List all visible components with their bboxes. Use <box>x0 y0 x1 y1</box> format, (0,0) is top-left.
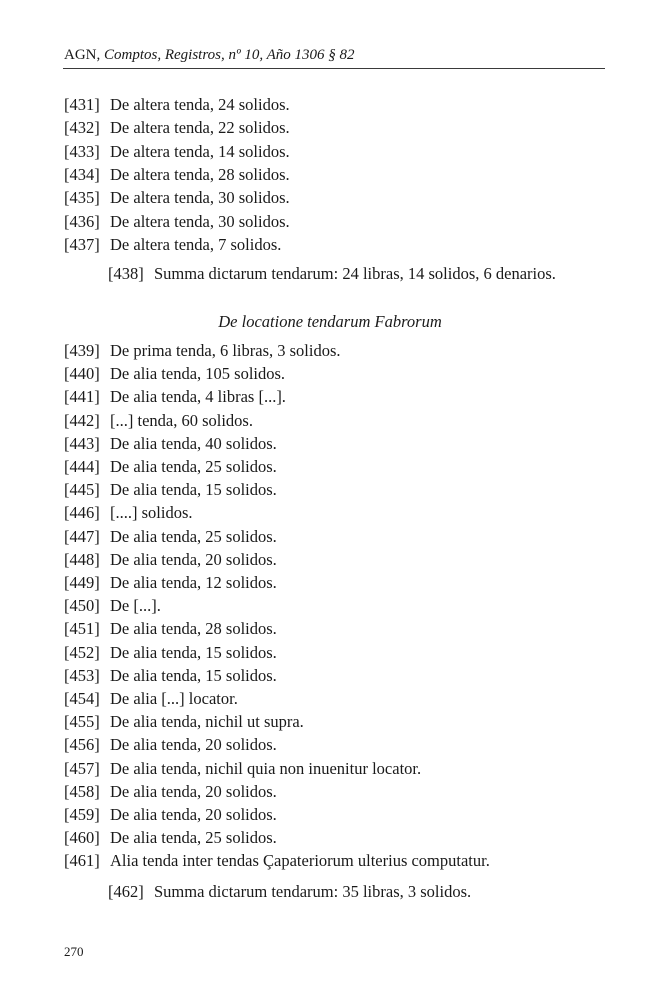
entry-line <box>64 527 277 547</box>
entry-text: De alia tenda, 28 solidos. <box>110 619 277 639</box>
entry-line <box>64 364 285 384</box>
entry-text: [....] solidos. <box>110 503 193 523</box>
entry-line <box>64 434 277 454</box>
entry-line <box>64 118 290 138</box>
entry-text: De alia tenda, 25 solidos. <box>110 526 277 546</box>
entry-text: [...] tenda, 60 solidos. <box>110 410 253 430</box>
entry-line <box>64 235 281 255</box>
entry-text: De altera tenda, 22 solidos. <box>110 118 290 138</box>
entry-line <box>64 828 277 848</box>
entry-number: [439] <box>64 341 100 360</box>
entry-line <box>64 387 286 407</box>
entry-number: [441] <box>64 387 100 407</box>
entry-line <box>64 643 277 663</box>
entry-number: [438] <box>108 264 144 283</box>
entry-number: [447] <box>64 526 100 546</box>
section-heading: De locatione tendarum Fabrorum <box>218 312 442 331</box>
summa-line-1 <box>108 264 556 284</box>
entry-text: De alia tenda, 12 solidos. <box>110 573 277 592</box>
entry-number: [440] <box>64 364 100 384</box>
entry-line <box>64 341 341 361</box>
entry-number: [449] <box>64 573 100 592</box>
entry-text: De alia tenda, 15 solidos. <box>110 665 277 685</box>
entry-text: De altera tenda, 30 solidos. <box>110 211 290 231</box>
entry-line <box>64 411 253 431</box>
entry-line <box>64 689 238 709</box>
entry-line <box>64 142 290 162</box>
entry-number: [436] <box>64 211 100 231</box>
header-series: Comptos, Registros, nº 10, Año 1306 § 82 <box>104 47 355 63</box>
entry-number: [435] <box>64 188 100 208</box>
entry-text: De alia tenda, 20 solidos. <box>110 549 277 569</box>
entry-number: [431] <box>64 95 100 114</box>
entry-line <box>64 480 277 500</box>
entry-number: [432] <box>64 118 100 138</box>
entry-number: [453] <box>64 665 100 685</box>
entry-number: [452] <box>64 642 100 662</box>
entry-line <box>64 188 290 208</box>
entry-line <box>64 712 304 732</box>
entry-number: [462] <box>108 882 144 901</box>
entry-text: De altera tenda, 28 solidos. <box>110 164 290 184</box>
entry-number: [455] <box>64 712 100 732</box>
entry-line <box>64 666 277 686</box>
entry-text: De altera tenda, 7 solidos. <box>110 234 282 254</box>
entry-number: [459] <box>64 805 100 824</box>
entry-number: [442] <box>64 410 100 430</box>
entry-text: De alia [...] locator. <box>110 689 238 708</box>
entry-text: De alia tenda, 105 solidos. <box>110 364 286 384</box>
entry-text: De prima tenda, 6 libras, 3 solidos. <box>110 341 341 360</box>
entry-line <box>64 95 290 115</box>
entry-number: [457] <box>64 758 100 778</box>
entry-number: [437] <box>64 234 100 254</box>
entry-text: Summa dictarum tendarum: 35 libras, 3 solidos. <box>154 882 472 901</box>
entry-number: [444] <box>64 457 100 476</box>
entry-number: [461] <box>64 851 100 871</box>
entry-line <box>64 596 161 616</box>
entry-text: De alia tenda, 4 libras [...]. <box>110 387 286 407</box>
entry-text: De altera tenda, 14 solidos. <box>110 141 290 161</box>
entry-text: De alia tenda, nichil quia non inuenitur locator. <box>110 758 422 778</box>
entry-number: [433] <box>64 141 100 161</box>
entry-text: De altera tenda, 30 solidos. <box>110 188 290 208</box>
entry-line <box>64 735 277 755</box>
entry-number: [460] <box>64 828 100 848</box>
entry-line <box>64 503 193 523</box>
entry-line <box>64 782 277 802</box>
entry-line <box>64 759 421 779</box>
entry-line <box>64 851 490 871</box>
entry-number: [443] <box>64 433 100 453</box>
entry-text: De alia tenda, 20 solidos. <box>110 805 277 824</box>
entry-number: [454] <box>64 689 100 708</box>
header-rule <box>63 68 605 69</box>
entry-line <box>64 550 277 570</box>
entry-text: De alia tenda, 40 solidos. <box>110 433 277 453</box>
entry-text: De altera tenda, 24 solidos. <box>110 95 290 114</box>
entry-number: [451] <box>64 619 100 639</box>
entry-text: Alia tenda inter tendas Çapateriorum ulterius computatur. <box>110 851 490 871</box>
entry-line <box>64 212 290 232</box>
header-archive: AGN, <box>64 47 101 63</box>
entry-line <box>64 165 290 185</box>
entry-number: [448] <box>64 549 100 569</box>
entry-number: [434] <box>64 164 100 184</box>
entry-line <box>64 457 277 477</box>
entry-text: De alia tenda, 15 solidos. <box>110 480 277 500</box>
entry-number: [456] <box>64 735 100 755</box>
entry-line <box>64 619 277 639</box>
entry-text: Summa dictarum tendarum: 24 libras, 14 solidos, 6 denarios. <box>154 264 556 283</box>
entry-number: [450] <box>64 596 100 616</box>
entry-text: De [...]. <box>110 596 161 616</box>
entry-line <box>64 805 277 825</box>
summa-line-2 <box>108 882 471 902</box>
entry-number: [445] <box>64 480 100 500</box>
entry-text: De alia tenda, 25 solidos. <box>110 828 277 848</box>
entry-text: De alia tenda, nichil ut supra. <box>110 712 304 732</box>
entry-text: De alia tenda, 15 solidos. <box>110 642 277 662</box>
page-number: 270 <box>64 944 84 959</box>
entry-text: De alia tenda, 20 solidos. <box>110 781 277 801</box>
running-header <box>64 47 355 64</box>
entry-text: De alia tenda, 25 solidos. <box>110 457 277 476</box>
entry-number: [446] <box>64 503 100 523</box>
entry-number: [458] <box>64 781 100 801</box>
entry-text: De alia tenda, 20 solidos. <box>110 735 277 755</box>
entry-line <box>64 573 277 593</box>
